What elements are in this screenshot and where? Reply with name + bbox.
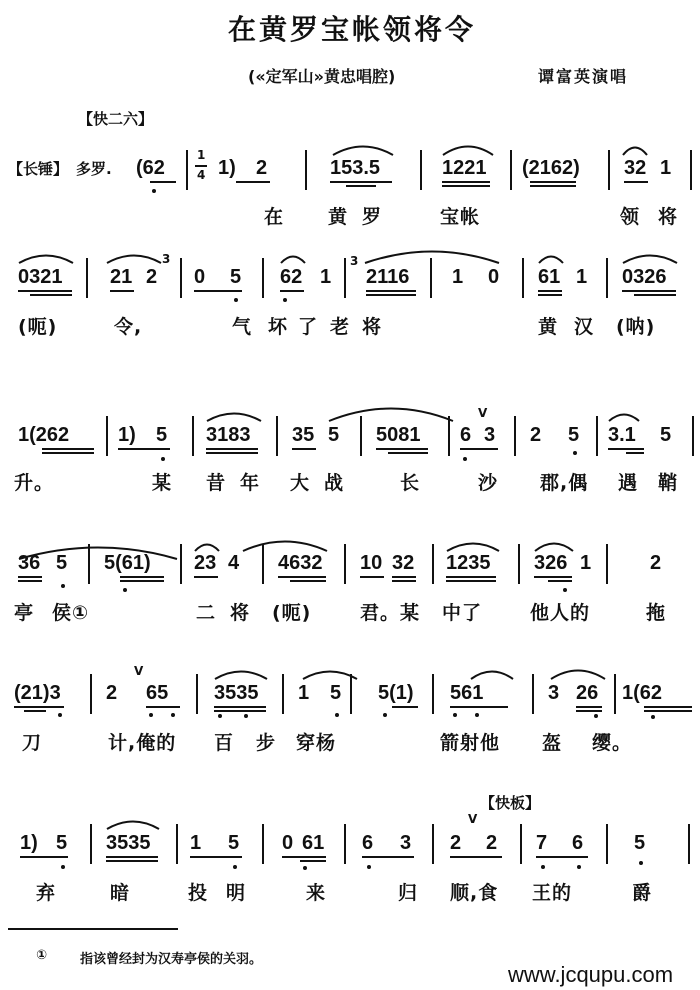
underline <box>622 290 676 292</box>
underline <box>366 290 416 292</box>
bar-line <box>522 258 524 298</box>
low-octave-dot <box>61 865 65 869</box>
note-group: (62 <box>136 157 165 179</box>
note-group: 1) <box>218 157 236 179</box>
underline <box>18 576 42 578</box>
note-group: 1) <box>118 424 136 446</box>
lyric: 战 <box>324 472 345 494</box>
lyric: 大 <box>290 472 311 494</box>
underline <box>388 452 428 454</box>
note-group: 3 <box>484 424 496 446</box>
note-group: 5(1) <box>378 682 414 704</box>
note-group: 1(62 <box>622 682 663 704</box>
note-group: 10 <box>360 552 383 574</box>
note-group: 26 <box>576 682 599 704</box>
underline <box>290 580 326 582</box>
note-group: 3 <box>548 682 560 704</box>
bar-line <box>90 674 92 714</box>
underline <box>644 706 692 708</box>
lyric: 了 <box>298 316 319 338</box>
lyric: (呃) <box>272 602 312 624</box>
underline <box>120 580 164 582</box>
underline <box>190 856 242 858</box>
low-octave-dot <box>161 457 165 461</box>
slur <box>548 662 608 682</box>
bar-line <box>196 674 198 714</box>
lyric: (呃) <box>18 316 58 338</box>
low-octave-dot <box>171 713 175 717</box>
underline <box>576 706 602 708</box>
slur <box>240 532 330 554</box>
lyric: 坏 <box>268 316 289 338</box>
bar-line <box>608 150 610 190</box>
bar-line <box>606 258 608 298</box>
note-group: 32 <box>624 157 647 179</box>
lyric: 将 <box>362 316 383 338</box>
underline <box>548 580 572 582</box>
breath-mark: V <box>478 406 488 420</box>
low-octave-dot <box>58 713 62 717</box>
note-group: 5 <box>228 832 240 854</box>
underline <box>576 710 602 712</box>
note-group: 2 <box>106 682 118 704</box>
lyric: 将 <box>658 206 679 228</box>
slur <box>16 536 180 562</box>
note-group: 4 <box>228 552 240 574</box>
underline <box>392 580 416 582</box>
underline <box>236 181 270 183</box>
bar-line <box>344 544 346 584</box>
note-group: 1 <box>580 552 592 574</box>
underline <box>530 181 576 183</box>
watermark: www.jcqupu.com <box>508 962 674 987</box>
bar-line <box>420 150 422 190</box>
note-group: 1235 <box>446 552 491 574</box>
bar-line <box>606 824 608 864</box>
note-group: 61 <box>538 266 561 288</box>
low-octave-dot <box>367 865 371 869</box>
bar-line <box>614 674 616 714</box>
underline <box>280 290 304 292</box>
footnote-marker: ① <box>36 948 48 963</box>
slur <box>330 138 396 158</box>
lyric: 将 <box>230 602 251 624</box>
slur <box>606 406 642 424</box>
bar-line <box>606 544 608 584</box>
underline <box>20 856 68 858</box>
bar-line <box>180 544 182 584</box>
note-group: 32 <box>392 552 415 574</box>
note-group: 6 <box>362 832 374 854</box>
underline <box>538 294 562 296</box>
note-group: 5 <box>230 266 242 288</box>
low-octave-dot <box>475 713 479 717</box>
bar-line <box>520 824 522 864</box>
low-octave-dot <box>152 189 156 193</box>
lyric: 鞘 <box>658 472 679 494</box>
note-group: 0 <box>282 832 294 854</box>
underline <box>278 576 326 578</box>
bar-line <box>432 544 434 584</box>
bar-line <box>430 258 432 298</box>
underline <box>292 448 316 450</box>
underline <box>110 290 134 292</box>
note-group: 1 <box>190 832 202 854</box>
lyric: 年 <box>240 472 261 494</box>
underline <box>446 576 496 578</box>
slur <box>620 248 680 266</box>
underline <box>214 710 266 712</box>
slur <box>468 664 516 682</box>
low-octave-dot <box>594 714 598 718</box>
underline <box>608 448 644 450</box>
low-octave-dot <box>563 588 567 592</box>
note-group: 65 <box>146 682 169 704</box>
low-octave-dot <box>651 715 655 719</box>
lyric: 明 <box>226 882 247 904</box>
lyric: 盔 <box>542 732 563 754</box>
underline <box>634 294 676 296</box>
note-group: 1 <box>452 266 464 288</box>
lyric: (呐) <box>616 316 656 338</box>
bar-line <box>186 150 188 190</box>
bar-line <box>360 416 362 456</box>
lyric: 中了 <box>442 602 483 624</box>
bar-line <box>510 150 512 190</box>
lyric: 某 <box>152 472 173 494</box>
note-group: 3 <box>400 832 412 854</box>
bar-line <box>262 824 264 864</box>
lyric: 老 <box>330 316 351 338</box>
lyric: 箭射他 <box>440 732 501 754</box>
bar-line <box>690 150 692 190</box>
note-group: 1 <box>576 266 588 288</box>
low-octave-dot <box>123 588 127 592</box>
underline <box>106 856 158 858</box>
bar-line <box>432 824 434 864</box>
note-group: 2 <box>450 832 462 854</box>
duoluo-marking: 多罗. <box>76 160 112 178</box>
lyric: 他人的 <box>530 602 591 624</box>
underline <box>150 181 176 183</box>
bar-line <box>176 824 178 864</box>
lyric: 宝帐 <box>440 206 481 228</box>
bar-line <box>692 416 694 456</box>
low-octave-dot <box>541 865 545 869</box>
slur <box>16 248 76 266</box>
bar-line <box>344 258 346 298</box>
footnote-text: 指该曾经封为汉寿亭侯的关羽。 <box>80 952 263 967</box>
lyric: 顺,食 <box>450 882 499 904</box>
changchui-marking: 【长锤】 <box>8 160 69 178</box>
bar-line <box>106 416 108 456</box>
lyric: 投 <box>188 882 209 904</box>
underline <box>442 185 490 187</box>
low-octave-dot <box>453 713 457 717</box>
low-octave-dot <box>61 584 65 588</box>
underline <box>366 294 416 296</box>
low-octave-dot <box>244 714 248 718</box>
note-group: 5 <box>634 832 646 854</box>
low-octave-dot <box>335 713 339 717</box>
underline <box>282 856 326 858</box>
note-group: 3183 <box>206 424 251 446</box>
note-group: 5 <box>568 424 580 446</box>
lyric: 爵 <box>632 882 653 904</box>
bar-line <box>86 258 88 298</box>
slur <box>204 406 264 424</box>
underline <box>14 706 64 708</box>
underline <box>194 576 218 578</box>
lyric: 汉 <box>574 316 595 338</box>
underline <box>362 856 414 858</box>
low-octave-dot <box>283 298 287 302</box>
low-octave-dot <box>233 865 237 869</box>
underline <box>42 448 94 450</box>
note-group: 326 <box>534 552 568 574</box>
note-group: 1 <box>660 157 672 179</box>
bar-line <box>90 824 92 864</box>
note-group: 0 <box>488 266 500 288</box>
underline <box>24 710 46 712</box>
underline <box>300 860 326 862</box>
lyric: 升。 <box>14 472 55 494</box>
bar-line <box>262 544 264 584</box>
note-group: 153.5 <box>330 157 381 179</box>
underline <box>446 580 496 582</box>
lyric: 黄 <box>538 316 559 338</box>
note-group: 5(61) <box>104 552 151 574</box>
note-group: 2 <box>256 157 268 179</box>
note-group: (2162) <box>522 157 580 179</box>
bar-line <box>276 416 278 456</box>
underline <box>206 452 258 454</box>
lyric: 拖 <box>646 602 667 624</box>
low-octave-dot <box>573 451 577 455</box>
breath-mark: V <box>468 812 478 826</box>
note-group: 561 <box>450 682 484 704</box>
slur <box>278 248 308 266</box>
underline <box>450 856 502 858</box>
bar-line <box>518 544 520 584</box>
note-group: 5 <box>156 424 168 446</box>
bar-line <box>688 824 690 864</box>
slur <box>536 248 566 266</box>
slur <box>212 664 270 682</box>
bar-line <box>448 416 450 456</box>
underline <box>450 706 508 708</box>
note-group: 1(262 <box>18 424 70 446</box>
slur <box>362 240 502 266</box>
low-octave-dot <box>577 865 581 869</box>
underline <box>442 181 490 183</box>
slur <box>104 814 162 832</box>
underline <box>644 710 692 712</box>
note-group: 2 <box>650 552 662 574</box>
page-title: 在黄罗宝帐领将令 <box>228 13 477 46</box>
underline <box>538 290 562 292</box>
slur <box>104 248 164 266</box>
footnote-rule <box>8 928 178 930</box>
underline <box>106 860 158 862</box>
underline <box>392 706 418 708</box>
underline <box>18 290 72 292</box>
lyric: 缨。 <box>592 732 633 754</box>
grace-note: 3 <box>350 254 359 268</box>
lyric: 郡,偶 <box>540 472 589 494</box>
note-group: (21)3 <box>14 682 61 704</box>
underline <box>30 294 72 296</box>
lyric: 亭 <box>14 602 35 624</box>
lyric: 步 <box>256 732 277 754</box>
bar-line <box>88 544 90 584</box>
note-group: 5 <box>660 424 672 446</box>
bar-line <box>262 258 264 298</box>
tempo-marking-kuai-ban: 【快板】 <box>480 794 541 812</box>
bar-line <box>350 674 352 714</box>
underline <box>120 576 164 578</box>
underline <box>392 576 416 578</box>
time-signature-top: 1 <box>197 148 206 162</box>
bar-line <box>282 674 284 714</box>
note-group: 2116 <box>366 266 410 288</box>
grace-note: 3 <box>162 252 171 266</box>
low-octave-dot <box>463 457 467 461</box>
lyric: 遇 <box>618 472 639 494</box>
lyric: 沙 <box>478 472 499 494</box>
slur <box>620 138 650 158</box>
underline <box>346 185 376 187</box>
underline <box>460 448 498 450</box>
note-group: 23 <box>194 552 217 574</box>
note-group: 0 <box>194 266 206 288</box>
underline <box>214 706 266 708</box>
underline <box>360 576 384 578</box>
note-group: 3535 <box>106 832 151 854</box>
lyric: 侯① <box>52 602 90 624</box>
low-octave-dot <box>383 713 387 717</box>
bar-line <box>180 258 182 298</box>
lyric: 在 <box>264 206 285 228</box>
lyric: 穿杨 <box>296 732 337 754</box>
low-octave-dot <box>218 714 222 718</box>
underline <box>206 448 258 450</box>
lyric: 黄 <box>328 206 349 228</box>
note-group: 1 <box>298 682 310 704</box>
lyric: 昔 <box>206 472 227 494</box>
low-octave-dot <box>149 713 153 717</box>
note-group: 7 <box>536 832 548 854</box>
underline <box>18 580 42 582</box>
lyric: 气 <box>232 316 253 338</box>
bar-line <box>596 416 598 456</box>
lyric: 令, <box>114 316 143 338</box>
time-signature-bottom: 4 <box>197 168 206 182</box>
note-group: 2 <box>530 424 542 446</box>
note-group: 5 <box>328 424 340 446</box>
underline <box>330 181 392 183</box>
note-group: 0321 <box>18 266 63 288</box>
bar-line <box>305 150 307 190</box>
lyric: 君。某 <box>360 602 421 624</box>
note-group: 1 <box>320 266 332 288</box>
low-octave-dot <box>639 861 643 865</box>
underline <box>534 576 572 578</box>
lyric: 领 <box>620 206 641 228</box>
note-group: 5 <box>330 682 342 704</box>
lyric: 王的 <box>532 882 573 904</box>
lyric: 来 <box>306 882 327 904</box>
slur <box>326 396 456 424</box>
note-group: 2 <box>146 266 158 288</box>
underline <box>624 181 648 183</box>
bar-line <box>432 674 434 714</box>
lyric: 计,俺的 <box>108 732 177 754</box>
time-signature-rule <box>195 165 207 167</box>
lyric: 归 <box>398 882 419 904</box>
note-group: 1) <box>20 832 38 854</box>
note-group: 3535 <box>214 682 259 704</box>
lyric: 长 <box>400 472 421 494</box>
note-group: 1221 <box>442 157 487 179</box>
note-group: 6 <box>460 424 472 446</box>
subtitle: («定军山»黄忠唱腔) <box>248 67 396 86</box>
note-group: 6 <box>572 832 584 854</box>
low-octave-dot <box>234 298 238 302</box>
slur <box>440 138 496 158</box>
note-group: 4632 <box>278 552 323 574</box>
lyric: 二 <box>196 602 217 624</box>
note-group: 5 <box>56 832 68 854</box>
underline <box>530 185 576 187</box>
bar-line <box>344 824 346 864</box>
note-group: 61 <box>302 832 325 854</box>
note-group: 62 <box>280 266 303 288</box>
lyric: 刀 <box>22 732 43 754</box>
note-group: 3.1 <box>608 424 636 446</box>
low-octave-dot <box>303 866 307 870</box>
note-group: 2 <box>486 832 498 854</box>
lyric: 罗 <box>362 206 383 228</box>
note-group: 0326 <box>622 266 667 288</box>
underline <box>626 452 644 454</box>
bar-line <box>192 416 194 456</box>
lyric: 弃 <box>36 882 57 904</box>
underline <box>146 706 180 708</box>
bar-line <box>532 674 534 714</box>
lyric: 暗 <box>110 882 131 904</box>
underline <box>118 448 170 450</box>
note-group: 36 <box>18 552 41 574</box>
underline <box>194 290 242 292</box>
note-group: 21 <box>110 266 133 288</box>
tempo-marking-kuai-er-liu: 【快二六】 <box>78 110 154 128</box>
lyric: 百 <box>214 732 235 754</box>
breath-mark: V <box>134 664 144 678</box>
bar-line <box>514 416 516 456</box>
note-group: 5 <box>56 552 68 574</box>
underline <box>536 856 588 858</box>
underline <box>42 452 94 454</box>
note-group: 5081 <box>376 424 421 446</box>
underline <box>376 448 428 450</box>
performer-credit: 谭富英演唱 <box>538 67 629 86</box>
note-group: 35 <box>292 424 315 446</box>
